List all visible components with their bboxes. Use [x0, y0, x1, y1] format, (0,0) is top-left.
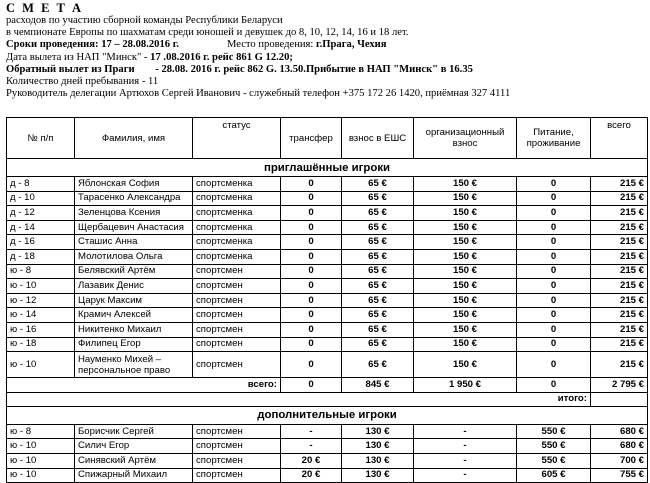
row-food: 550 € — [517, 453, 591, 468]
row-food: 0 — [517, 235, 591, 250]
row-org: 150 € — [414, 191, 517, 206]
row-status: спортсмен — [193, 279, 281, 294]
row-name: Царук Максим — [75, 293, 193, 308]
document-header — [6, 1, 650, 100]
col-header-total: всего — [591, 118, 648, 159]
row-fee: 65 € — [342, 337, 414, 352]
table-row — [7, 322, 648, 337]
row-status: спортсмен — [193, 453, 281, 468]
table-row — [7, 191, 648, 206]
row-transfer: 0 — [281, 322, 342, 337]
row-status: спортсменка — [193, 191, 281, 206]
table-row — [7, 293, 648, 308]
budget-table — [6, 117, 648, 483]
leader-line: Руководитель делегации Артюхов Сергей Иванович - служебный телефон +375 172 26 1420, приёмная 327 4111 — [6, 88, 511, 100]
row-food: 0 — [517, 206, 591, 221]
row-food: 0 — [517, 322, 591, 337]
row-food: 605 € — [517, 468, 591, 483]
row-food: 0 — [517, 308, 591, 323]
section-invited-label: приглашённые игроки — [7, 159, 648, 177]
row-num: ю - 12 — [7, 293, 75, 308]
row-org: - — [414, 424, 517, 439]
table-row — [7, 235, 648, 250]
return-line — [6, 64, 650, 76]
table-row — [7, 177, 648, 192]
row-food: 0 — [517, 264, 591, 279]
section-additional-label: дополнительные игроки — [7, 406, 648, 424]
table-row — [7, 337, 648, 352]
totals-label: всего: — [7, 378, 281, 393]
row-name: Щербацевич Анастасия — [75, 220, 193, 235]
row-name: Филипец Егор — [75, 337, 193, 352]
row-fee: 65 € — [342, 352, 414, 378]
row-fee: 65 € — [342, 279, 414, 294]
row-fee: 130 € — [342, 439, 414, 454]
row-org: 150 € — [414, 206, 517, 221]
departure-line — [6, 52, 650, 64]
row-transfer: 0 — [281, 264, 342, 279]
row-transfer: 0 — [281, 293, 342, 308]
row-org: 150 € — [414, 235, 517, 250]
row-status: спортсмен — [193, 293, 281, 308]
row-status: спортсмен — [193, 337, 281, 352]
table-row — [7, 206, 648, 221]
row-status: спортсмен — [193, 322, 281, 337]
total-sum: 2 795 € — [591, 378, 648, 393]
row-name: Борисчик Сергей — [75, 424, 193, 439]
return-label: Обратный вылет из Праги — [6, 63, 135, 75]
row-total: 215 € — [591, 352, 648, 378]
row-status: спортсмен — [193, 264, 281, 279]
row-num: ю - 10 — [7, 468, 75, 483]
col-header-name: Фамилия, имя — [75, 118, 193, 159]
row-status: спортсменка — [193, 220, 281, 235]
col-header-food: Питание, проживание — [517, 118, 591, 159]
section-additional — [7, 406, 648, 424]
row-status: спортсменка — [193, 235, 281, 250]
row-name: Зеленцова Ксения — [75, 206, 193, 221]
row-food: 550 € — [517, 424, 591, 439]
row-transfer: 0 — [281, 279, 342, 294]
itogo-value — [591, 392, 648, 406]
row-transfer: 0 — [281, 352, 342, 378]
total-transfer: 0 — [281, 378, 342, 393]
row-name: Крамич Алексей — [75, 308, 193, 323]
row-total: 680 € — [591, 424, 648, 439]
row-total: 215 € — [591, 308, 648, 323]
row-total: 700 € — [591, 453, 648, 468]
row-total: 215 € — [591, 249, 648, 264]
table-row — [7, 352, 648, 378]
table-header-row — [7, 118, 648, 159]
place-label: Место проведения: — [226, 39, 317, 51]
row-name: Сташис Анна — [75, 235, 193, 250]
row-transfer: 20 € — [281, 453, 342, 468]
table-row — [7, 453, 648, 468]
row-name: Тарасенко Александра — [75, 191, 193, 206]
row-fee: 65 € — [342, 322, 414, 337]
row-name: Яблонская София — [75, 177, 193, 192]
row-name: Молотилова Ольга — [75, 249, 193, 264]
row-total: 215 € — [591, 264, 648, 279]
return-value: - 28.08. 2016 г. рейс 862 G. 13.50.Прибытие в НАП "Минск" в 16.35 — [152, 63, 473, 75]
days-line: Количество дней пребывания - 11 — [6, 75, 159, 87]
row-status: спортсмен — [193, 352, 281, 378]
total-fee: 845 € — [342, 378, 414, 393]
row-name: Лазавик Денис — [75, 279, 193, 294]
total-org: 1 950 € — [414, 378, 517, 393]
row-food: 0 — [517, 177, 591, 192]
row-num: д - 8 — [7, 177, 75, 192]
departure-value: 17 .08.2016 г. рейс 861 G 12.20; — [150, 51, 293, 63]
row-transfer: - — [281, 424, 342, 439]
row-org: 150 € — [414, 220, 517, 235]
row-total: 215 € — [591, 322, 648, 337]
row-total: 215 € — [591, 235, 648, 250]
row-fee: 65 € — [342, 264, 414, 279]
table-row — [7, 264, 648, 279]
row-org: 150 € — [414, 264, 517, 279]
row-transfer: 0 — [281, 337, 342, 352]
row-fee: 65 € — [342, 293, 414, 308]
row-fee: 130 € — [342, 468, 414, 483]
table-row — [7, 308, 648, 323]
row-org: 150 € — [414, 308, 517, 323]
row-org: 150 € — [414, 249, 517, 264]
row-status: спортсменка — [193, 206, 281, 221]
row-num: ю - 8 — [7, 264, 75, 279]
total-food: 0 — [517, 378, 591, 393]
row-num: д - 14 — [7, 220, 75, 235]
col-header-num: № п/п — [7, 118, 75, 159]
row-org: - — [414, 453, 517, 468]
row-name: Никитенко Михаил — [75, 322, 193, 337]
col-header-fee: взнос в ЕШС — [342, 118, 414, 159]
row-transfer: 0 — [281, 235, 342, 250]
row-org: 150 € — [414, 337, 517, 352]
row-org: 150 € — [414, 279, 517, 294]
row-transfer: 20 € — [281, 468, 342, 483]
row-total: 215 € — [591, 206, 648, 221]
row-total: 215 € — [591, 191, 648, 206]
row-food: 0 — [517, 279, 591, 294]
itogo-label: итого: — [7, 392, 591, 406]
row-fee: 65 € — [342, 177, 414, 192]
table-row — [7, 468, 648, 483]
row-food: 0 — [517, 249, 591, 264]
row-food: 0 — [517, 191, 591, 206]
row-num: ю - 10 — [7, 279, 75, 294]
row-total: 755 € — [591, 468, 648, 483]
row-transfer: - — [281, 439, 342, 454]
row-name: Синявский Артём — [75, 453, 193, 468]
itogo-row — [7, 392, 648, 406]
section-invited — [7, 159, 648, 177]
dates-label: Сроки проведения: — [6, 39, 102, 51]
row-transfer: 0 — [281, 206, 342, 221]
row-num: ю - 14 — [7, 308, 75, 323]
row-num: д - 12 — [7, 206, 75, 221]
dates-value: 17 – 28.08.2016 г. — [101, 39, 179, 51]
row-total: 215 € — [591, 279, 648, 294]
row-fee: 65 € — [342, 220, 414, 235]
row-num: ю - 10 — [7, 439, 75, 454]
row-org: 150 € — [414, 293, 517, 308]
place-value: г.Прага, Чехия — [316, 39, 387, 51]
header-line-1: расходов по участию сборной команды Республики Беларуси — [6, 15, 283, 26]
row-num: ю - 10 — [7, 453, 75, 468]
row-num: д - 16 — [7, 235, 75, 250]
row-food: 0 — [517, 337, 591, 352]
row-transfer: 0 — [281, 177, 342, 192]
row-food: 0 — [517, 220, 591, 235]
table-row — [7, 279, 648, 294]
row-fee: 130 € — [342, 424, 414, 439]
row-transfer: 0 — [281, 249, 342, 264]
header-line-2: в чемпионате Европы по шахматам среди юношей и девушек до 8, 10, 12, 14, 16 и 18 лет. — [6, 27, 409, 39]
table-row — [7, 424, 648, 439]
col-header-transfer: трансфер — [281, 118, 342, 159]
document-title: С М Е Т А — [6, 1, 84, 15]
row-status: спортсмен — [193, 308, 281, 323]
row-total: 215 € — [591, 293, 648, 308]
row-total: 680 € — [591, 439, 648, 454]
row-num: ю - 8 — [7, 424, 75, 439]
row-name: Спижарный Михаил — [75, 468, 193, 483]
row-num: д - 18 — [7, 249, 75, 264]
row-transfer: 0 — [281, 220, 342, 235]
row-total: 215 € — [591, 337, 648, 352]
row-status: спортсмен — [193, 468, 281, 483]
row-food: 550 € — [517, 439, 591, 454]
row-num: ю - 10 — [7, 352, 75, 378]
col-header-status: статус — [193, 118, 281, 159]
row-fee: 130 € — [342, 453, 414, 468]
row-org: 150 € — [414, 352, 517, 378]
row-num: ю - 18 — [7, 337, 75, 352]
row-transfer: 0 — [281, 191, 342, 206]
row-status: спортсменка — [193, 249, 281, 264]
table-row — [7, 249, 648, 264]
row-org: - — [414, 468, 517, 483]
row-fee: 65 € — [342, 206, 414, 221]
row-status: спортсмен — [193, 424, 281, 439]
row-fee: 65 € — [342, 235, 414, 250]
row-food: 0 — [517, 293, 591, 308]
row-fee: 65 € — [342, 191, 414, 206]
row-fee: 65 € — [342, 249, 414, 264]
row-num: д - 10 — [7, 191, 75, 206]
row-org: 150 € — [414, 177, 517, 192]
table-row — [7, 439, 648, 454]
row-num: ю - 16 — [7, 322, 75, 337]
row-status: спортсмен — [193, 439, 281, 454]
col-header-org: организационный взнос — [414, 118, 517, 159]
table-row — [7, 220, 648, 235]
row-name: Белявский Артём — [75, 264, 193, 279]
row-food: 0 — [517, 352, 591, 378]
departure-label: Дата вылета из НАП "Минск" - — [6, 51, 151, 63]
row-org: 150 € — [414, 322, 517, 337]
row-total: 215 € — [591, 177, 648, 192]
row-status: спортсменка — [193, 177, 281, 192]
totals-row — [7, 378, 648, 393]
row-transfer: 0 — [281, 308, 342, 323]
row-total: 215 € — [591, 220, 648, 235]
row-name: Силич Егор — [75, 439, 193, 454]
row-name: Науменко Михей – персональное право — [75, 352, 193, 378]
row-org: - — [414, 439, 517, 454]
row-fee: 65 € — [342, 308, 414, 323]
dates-line — [6, 39, 650, 51]
